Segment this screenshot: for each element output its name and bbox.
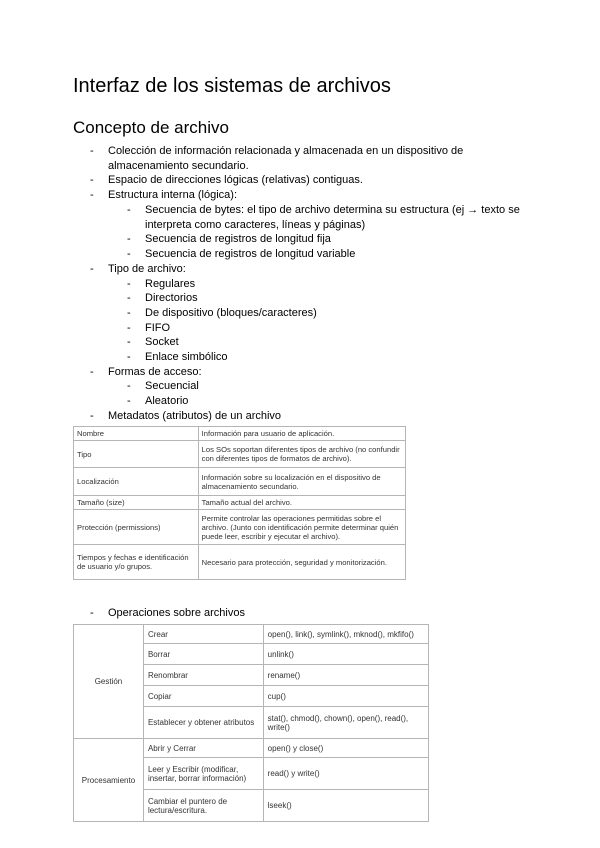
table-row	[74, 545, 406, 580]
table-row	[74, 427, 406, 441]
table-cell: Protección (permissions)	[74, 510, 199, 545]
sub-list-item: - Socket	[127, 336, 179, 348]
table-row	[74, 739, 429, 758]
table-cell: read() y write()	[263, 758, 428, 790]
group-cell: Gestión	[74, 625, 144, 739]
group-cell: Procesamiento	[74, 739, 144, 822]
table-cell: Tamaño (size)	[74, 496, 199, 510]
table-cell: Copiar	[143, 686, 263, 707]
sub-list-item: - Regulares	[127, 277, 196, 290]
table-cell: Tipo	[74, 441, 199, 468]
table-cell: Tamaño actual del archivo.	[198, 496, 405, 510]
table-cell: Permite controlar las operaciones permitidas sobre el archivo. (Junto con identificación permite determinar quién puede leer, escribir y ejecutar el archivo).	[198, 510, 405, 545]
sub-list-item: - De dispositivo (bloques/caracteres)	[127, 307, 317, 319]
sub-list-item: - FIFO	[127, 321, 171, 334]
table-cell: Necesario para protección, seguridad y monitorización.	[198, 545, 405, 580]
table-cell: Los SOs soportan diferentes tipos de archivo (no confundir con diferentes tipos de formatos de archivo).	[198, 441, 405, 468]
table-row	[74, 468, 406, 496]
table-cell: Leer y Escribir (modificar, insertar, borrar información)	[143, 758, 263, 790]
table-cell: Renombrar	[143, 665, 263, 686]
list-item: - Estructura interna (lógica):	[90, 189, 237, 201]
list-item: - Espacio de direcciones lógicas (relativas) contiguas.	[90, 174, 363, 186]
list-item: - Tipo de archivo:	[90, 263, 186, 275]
table-row	[74, 496, 406, 510]
metadata-table	[73, 426, 406, 580]
table-cell: Cambiar el puntero de lectura/escritura.	[143, 790, 263, 822]
sub-list-item: - Secuencia de registros de longitud variable	[127, 248, 356, 260]
table-cell: cup()	[263, 686, 428, 707]
operations-table	[73, 624, 429, 822]
page-title: Interfaz de los sistemas de archivos	[73, 75, 391, 97]
list-item-cont: almacenamiento secundario.	[108, 159, 249, 172]
table-cell: Tiempos y fechas e identificación de usuario y/o grupos.	[74, 545, 199, 580]
table-cell: rename()	[263, 665, 428, 686]
table-cell: Crear	[143, 625, 263, 644]
table-cell: Borrar	[143, 644, 263, 665]
table-cell: lseek()	[263, 790, 428, 822]
table-cell: Información para usuario de aplicación.	[198, 427, 405, 441]
sub-list-item: - Aleatorio	[127, 395, 189, 407]
table-row	[74, 441, 406, 468]
sub-list-item-cont: interpreta como caracteres, líneas y páginas)	[145, 218, 366, 231]
list-item: - Operaciones sobre archivos	[90, 607, 245, 619]
sub-list-item: - Secuencia de bytes: el tipo de archivo determina su estructura (ej → texto se	[127, 204, 520, 216]
list-item: - Colección de información relacionada y almacenada en un dispositivo de	[90, 145, 464, 157]
table-cell: Localización	[74, 468, 199, 496]
sub-list-item: - Secuencia de registros de longitud fija	[127, 233, 331, 245]
table-cell: Nombre	[74, 427, 199, 441]
sub-list-item: - Secuencial	[127, 380, 199, 392]
section-heading: Concepto de archivo	[73, 118, 229, 137]
table-cell: open(), link(), symlink(), mknod(), mkfifo()	[263, 625, 428, 644]
table-cell: Información sobre su localización en el dispositivo de almacenamiento secundario.	[198, 468, 405, 496]
sub-list-item: - Directorios	[127, 292, 198, 304]
table-cell: stat(), chmod(), chown(), open(), read(), write()	[263, 707, 428, 739]
table-cell: open() y close()	[263, 739, 428, 758]
table-row	[74, 510, 406, 545]
list-item: - Metadatos (atributos) de un archivo	[90, 409, 282, 422]
sub-list-item: - Enlace simbólico	[127, 351, 228, 363]
table-cell: Establecer y obtener atributos	[143, 707, 263, 739]
list-item: - Formas de acceso:	[90, 365, 202, 378]
table-cell: unlink()	[263, 644, 428, 665]
table-row	[74, 625, 429, 644]
table-cell: Abrir y Cerrar	[143, 739, 263, 758]
